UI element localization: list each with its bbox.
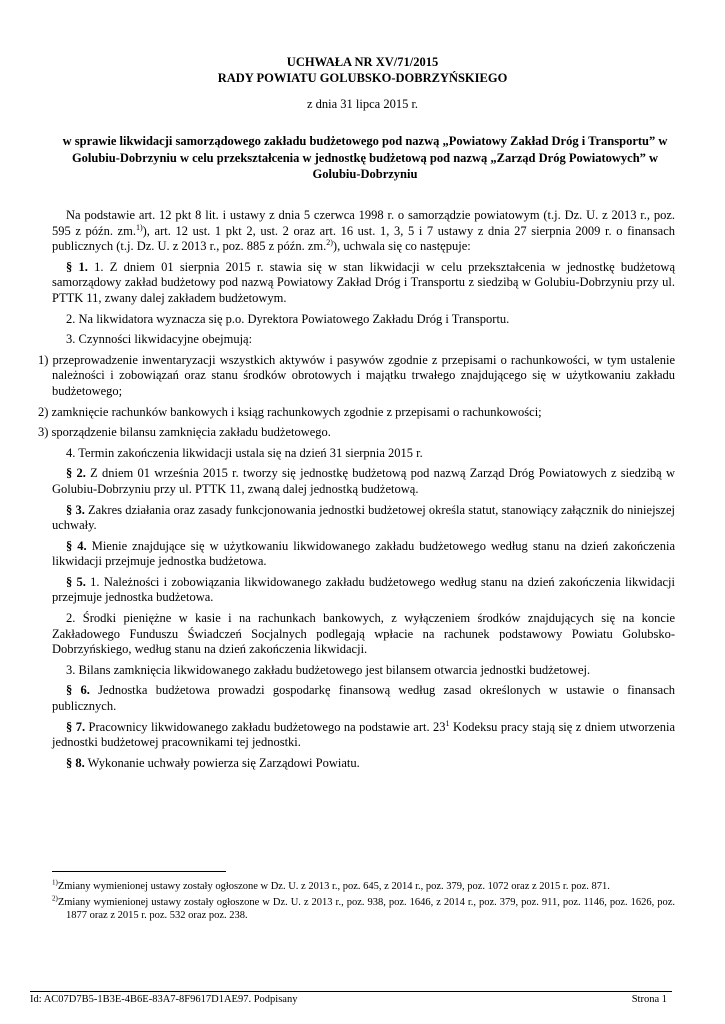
footer-divider: [30, 991, 672, 992]
section-2: § 2. Z dniem 01 września 2015 r. tworzy się jednostkę budżetową pod nazwą Zarząd Dróg Powiatowych z siedzibą w Golubiu-Dobrzyniu przy ul. PTTK 11, zwaną dalej jednostką budżetową.: [52, 466, 675, 496]
list-item: 3) sporządzenie bilansu zamknięcia zakładu budżetowego.: [38, 425, 331, 440]
footnote-ref-2: 2): [326, 238, 333, 248]
section-1-para-4: 4. Termin zakończenia likwidacji ustala się na dzień 31 sierpnia 2015 r.: [66, 445, 423, 460]
document-subject: w sprawie likwidacji samorządowego zakładu budżetowego pod nazwą „Powiatowy Zakład Dróg i Transportu” w Golubiu-Dobrzyniu w celu przekształcenia w jednostkę budżetową pod nazwą „Zarząd Dróg Powiatowych” w Golubiu-Dobrzyniu: [62, 134, 668, 181]
section-6-label: § 6.: [66, 683, 90, 698]
page-number: Strona 1: [631, 994, 667, 1005]
document-title-line2: RADY POWIATU GOLUBSKO-DOBRZYŃSKIEGO: [217, 71, 508, 85]
section-5-para-1: § 5. 1. Należności i zobowiązania likwidowanego zakładu budżetowego według stanu na dzień zakończenia likwidacji przejmuje jednostka budżetowa.: [52, 574, 675, 605]
footnote: $^{2)}$Zmiany wymienionej ustawy zostały ogłoszone w Dz. U. z 2013 r., poz. 938, poz. 1646, z 2014 r., poz. 379, poz. 911, poz. 1146, poz. 1626, poz. 1877 oraz z 2015 r. poz. 532 oraz poz. 238.: [52, 894, 675, 921]
footnote: $^{1)}$Zmiany wymienionej ustawy zostały ogłoszone w Dz. U. z 2013 r., poz. 645, z 2014 r., poz. 379, poz. 1072 oraz z 2015 r. poz. 871.: [52, 878, 610, 892]
section-7-label: § 7.: [66, 719, 86, 734]
footnote-ref-1: 1): [135, 222, 143, 232]
footnote-divider: [52, 871, 226, 872]
section-4-label: § 4.: [66, 538, 87, 553]
document-body: [38, 208, 676, 776]
section-2-label: § 2.: [66, 466, 86, 481]
section-3-label: § 3.: [66, 502, 85, 517]
document-date: z dnia 31 lipca 2015 r.: [306, 97, 419, 111]
section-8: § 8. Wykonanie uchwały powierza się Zarządowi Powiatu.: [66, 755, 360, 770]
list-item: 1) przeprowadzenie inwentaryzacji wszystkich aktywów i pasywów zgodnie z przepisami o rachunkowości, w tym ustalenie należności i zobowiązań oraz stanu środków obrotowych i majątku trwałego znajdującego się w użytkowaniu zakładu budżetowego;: [38, 352, 675, 398]
section-8-label: § 8.: [66, 755, 85, 770]
section-1-para-2: 2. Na likwidatora wyznacza się p.o. Dyrektora Powiatowego Zakładu Dróg i Transportu.: [66, 311, 510, 326]
section-5-para-3: 3. Bilans zamknięcia likwidowanego zakładu budżetowego jest bilansem otwarcia jednostki budżetowej.: [66, 662, 591, 677]
document-id: Id: AC07D7B5-1B3E-4B6E-83A7-8F9617D1AE97. Podpisany: [30, 994, 298, 1005]
section-1-para-1: § 1. 1. Z dniem 01 sierpnia 2015 r. stawia się w stan likwidacji w celu przekształcenia w jednostkę budżetową samorządowy zakład budżetowy pod nazwą Powiatowy Zakład Dróg i Transportu z siedzibą w Golubiu-Dobrzyniu przy ul. PTTK 11, zwany dalej zakładem budżetowym.: [52, 259, 676, 305]
section-5-para-2: 2. Środki pieniężne w kasie i na rachunkach bankowych, z wyłączeniem środków znajdujących się na koncie Zakładowego Funduszu Świadczeń Socjalnych podlegają wpłacie na rachunek podstawowy Powiatu Golubsko-Dobrzyńskiego, według stanu na dzień zakończenia likwidacji.: [52, 611, 675, 657]
intro-paragraph: Na podstawie art. 12 pkt 8 lit. i ustawy z dnia 5 czerwca 1998 r. o samorządzie powiatowym (t.j. Dz. U. z 2013 r., poz. 595 z późn. zm.$^{1)}$), art. 12 ust. 1 pkt 2, ust. 2 oraz art. 16 ust. 1, 3, 5 i 7 ustawy z dnia 27 sierpnia 2009 r. o finansach publicznych (t.j. Dz. U. z 2013 r., poz. 885 z późn. zm.$^{2)}$), uchwala się co następuje:: [52, 208, 675, 254]
section-4: § 4. Mienie znajdujące się w użytkowaniu likwidowanego zakładu budżetowego według stanu na dzień zakończenia likwidacji przejmuje jednostka budżetowa.: [52, 538, 675, 569]
footnotes: [52, 880, 675, 925]
section-3: § 3. Zakres działania oraz zasady funkcjonowania jednostki budżetowej określa statut, stanowiący załącznik do niniejszej uchwały.: [52, 502, 675, 533]
section-5-label: § 5.: [66, 574, 86, 589]
list-item: 2) zamknięcie rachunków bankowych i ksiąg rachunkowych zgodnie z przepisami o rachunkowości;: [38, 404, 542, 419]
document-title-line1: UCHWAŁA NR XV/71/2015: [286, 55, 439, 69]
section-1-para-3: 3. Czynności likwidacyjne obejmują:: [66, 332, 253, 347]
section-6: § 6. Jednostka budżetowa prowadzi gospodarkę finansową według zasad określonych w ustawie o finansach publicznych.: [52, 683, 675, 714]
section-7: § 7. Pracownicy likwidowanego zakładu budżetowego na podstawie art. $23^1$ Kodeksu pracy stają się z dniem utworzenia jednostki budżetowej pracownikami tej jednostki.: [52, 718, 675, 750]
section-1-label: § 1.: [66, 259, 88, 274]
